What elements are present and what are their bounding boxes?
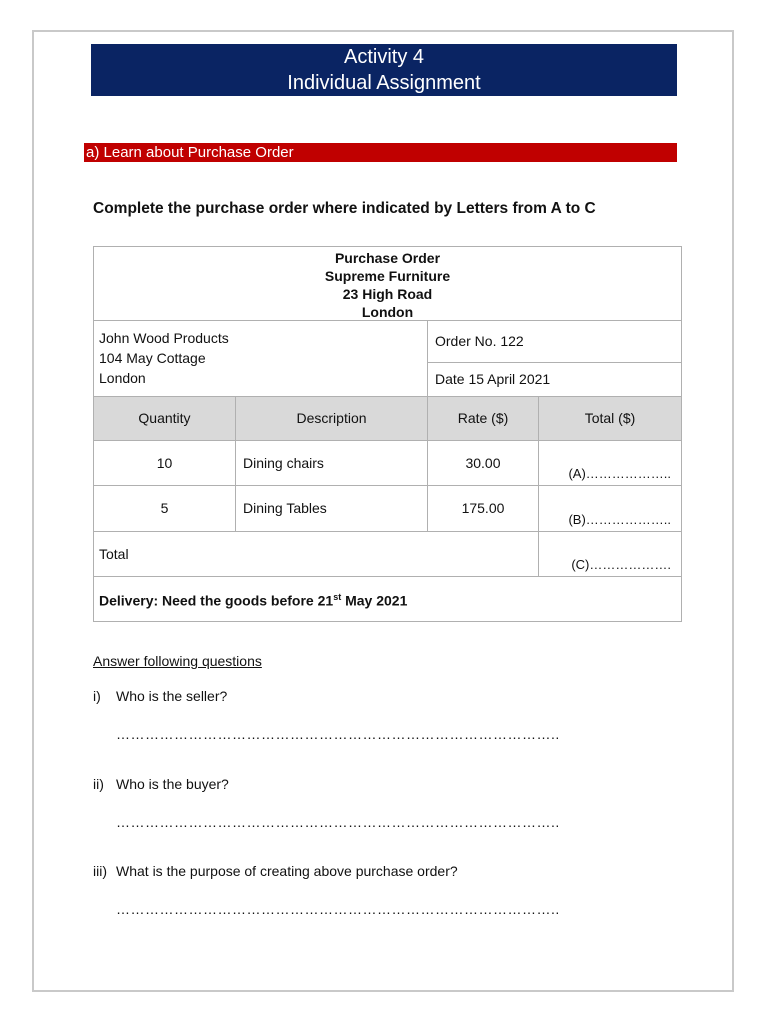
order-number: Order No. 122 <box>427 320 682 363</box>
title-banner <box>91 44 677 96</box>
delivery-month: May 2021 <box>341 592 408 609</box>
activity-title: Activity 4 <box>343 46 425 68</box>
row1-total-blank: (A)……………….. <box>568 466 671 481</box>
question-2-number: ii) <box>93 776 104 792</box>
col-rate: Rate ($) <box>427 396 539 441</box>
question-1 <box>93 688 227 704</box>
row1-quantity: 10 <box>93 440 236 486</box>
question-1-text: Who is the seller? <box>116 688 228 704</box>
question-3-text: What is the purpose of creating above purchase order? <box>116 863 458 879</box>
assignment-title: Individual Assignment <box>287 72 481 94</box>
answer-line-2[interactable]: ……………………………………………………………………………….. <box>116 814 560 830</box>
purchase-order-table <box>93 246 682 622</box>
answer-line-3[interactable]: ……………………………………………………………………………….. <box>116 901 560 917</box>
row1-description: Dining chairs <box>235 440 428 486</box>
question-2 <box>93 776 229 792</box>
buyer-city: London <box>99 370 146 386</box>
row2-rate: 175.00 <box>427 485 539 532</box>
buyer-address <box>93 320 428 397</box>
po-title: Purchase Order <box>334 250 441 266</box>
question-3-number: iii) <box>93 863 107 879</box>
buyer-street: 104 May Cottage <box>99 350 206 366</box>
total-label: Total <box>93 531 539 577</box>
delivery-ordinal: st <box>333 592 342 602</box>
answer-line-1[interactable]: ……………………………………………………………………………….. <box>116 726 560 742</box>
po-street: 23 High Road <box>342 286 433 302</box>
po-city: London <box>361 304 414 320</box>
buyer-name: John Wood Products <box>99 330 229 346</box>
row1-total-cell <box>538 440 682 486</box>
question-1-number: i) <box>93 688 101 704</box>
section-heading: a) Learn about Purchase Order <box>84 143 677 162</box>
row2-description: Dining Tables <box>235 485 428 532</box>
col-quantity: Quantity <box>93 396 236 441</box>
row2-quantity: 5 <box>93 485 236 532</box>
question-2-text: Who is the buyer? <box>116 776 229 792</box>
order-date: Date 15 April 2021 <box>427 362 682 397</box>
grand-total-blank: (C)………………. <box>571 557 671 572</box>
delivery-text: Delivery: Need the goods before 21 <box>99 592 334 609</box>
col-description: Description <box>235 396 428 441</box>
row1-rate: 30.00 <box>427 440 539 486</box>
po-company: Supreme Furniture <box>324 268 451 284</box>
instruction-text: Complete the purchase order where indicated by Letters from A to C <box>93 200 596 217</box>
questions-title: Answer following questions <box>93 653 262 669</box>
delivery-note <box>93 576 682 622</box>
row2-total-cell <box>538 485 682 532</box>
col-total: Total ($) <box>538 396 682 441</box>
question-3 <box>93 863 458 879</box>
row2-total-blank: (B)……………….. <box>568 512 671 527</box>
grand-total-cell <box>538 531 682 577</box>
po-heading <box>93 246 682 321</box>
